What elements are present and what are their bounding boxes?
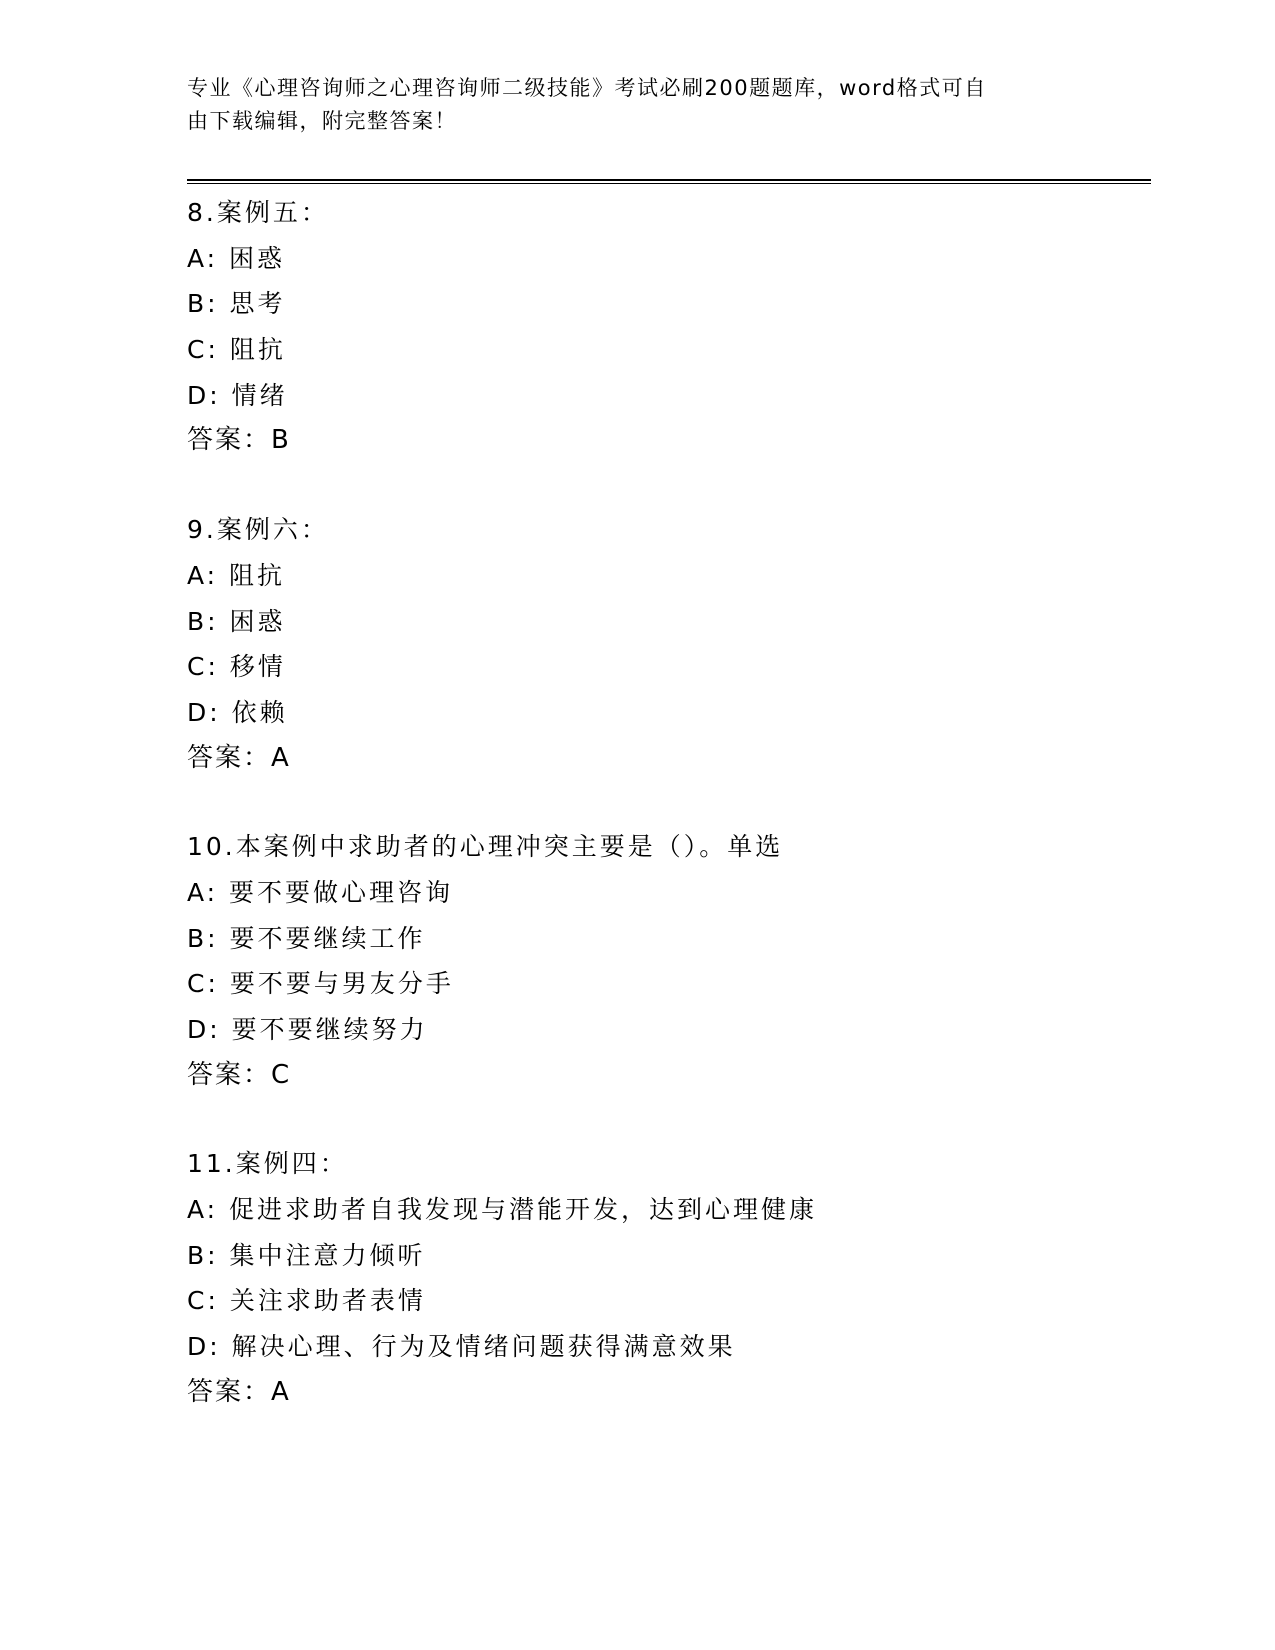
question-stem: 10.本案例中求助者的心理冲突主要是（）。单选 bbox=[187, 832, 784, 862]
question-10 bbox=[187, 824, 1147, 1098]
option-d: D: 依赖 bbox=[187, 697, 288, 727]
answer-line: 答案：A bbox=[187, 742, 291, 773]
document-header bbox=[187, 72, 1067, 138]
option-b: B: 思考 bbox=[187, 289, 286, 319]
question-stem: 9.案例六： bbox=[187, 515, 329, 545]
option-b: B: 困惑 bbox=[187, 606, 286, 636]
question-stem: 11.案例四： bbox=[187, 1149, 348, 1179]
option-d: D: 要不要继续努力 bbox=[187, 1015, 428, 1044]
header-line-1: 专业《心理咨询师之心理咨询师二级技能》考试必刷200题题库，word格式可自 bbox=[187, 76, 987, 100]
answer-line: 答案：A bbox=[187, 1376, 291, 1407]
option-b: B: 要不要继续工作 bbox=[187, 923, 426, 953]
option-a: A: 要不要做心理咨询 bbox=[187, 877, 454, 907]
option-c: C: 要不要与男友分手 bbox=[187, 969, 454, 999]
answer-line: 答案：B bbox=[187, 425, 291, 456]
option-c: C: 移情 bbox=[187, 652, 286, 682]
header-line-2: 由下载编辑，附完整答案！ bbox=[187, 109, 457, 133]
option-c: C: 关注求助者表情 bbox=[187, 1286, 426, 1316]
option-b: B: 集中注意力倾听 bbox=[187, 1240, 426, 1270]
answer-line: 答案：C bbox=[187, 1059, 292, 1090]
option-d: D: 解决心理、行为及情绪问题获得满意效果 bbox=[187, 1332, 736, 1362]
option-a: A: 困惑 bbox=[187, 243, 286, 273]
option-d: D: 情绪 bbox=[187, 380, 288, 410]
question-11 bbox=[187, 1141, 1147, 1415]
option-a: A: 促进求助者自我发现与潜能开发，达到心理健康 bbox=[187, 1195, 818, 1225]
header-divider bbox=[187, 179, 1151, 184]
question-8 bbox=[187, 190, 1147, 464]
option-a: A: 阻抗 bbox=[187, 560, 286, 590]
question-stem: 8.案例五： bbox=[187, 198, 329, 227]
question-list bbox=[187, 190, 1147, 1459]
question-9 bbox=[187, 507, 1147, 781]
option-c: C: 阻抗 bbox=[187, 335, 286, 365]
